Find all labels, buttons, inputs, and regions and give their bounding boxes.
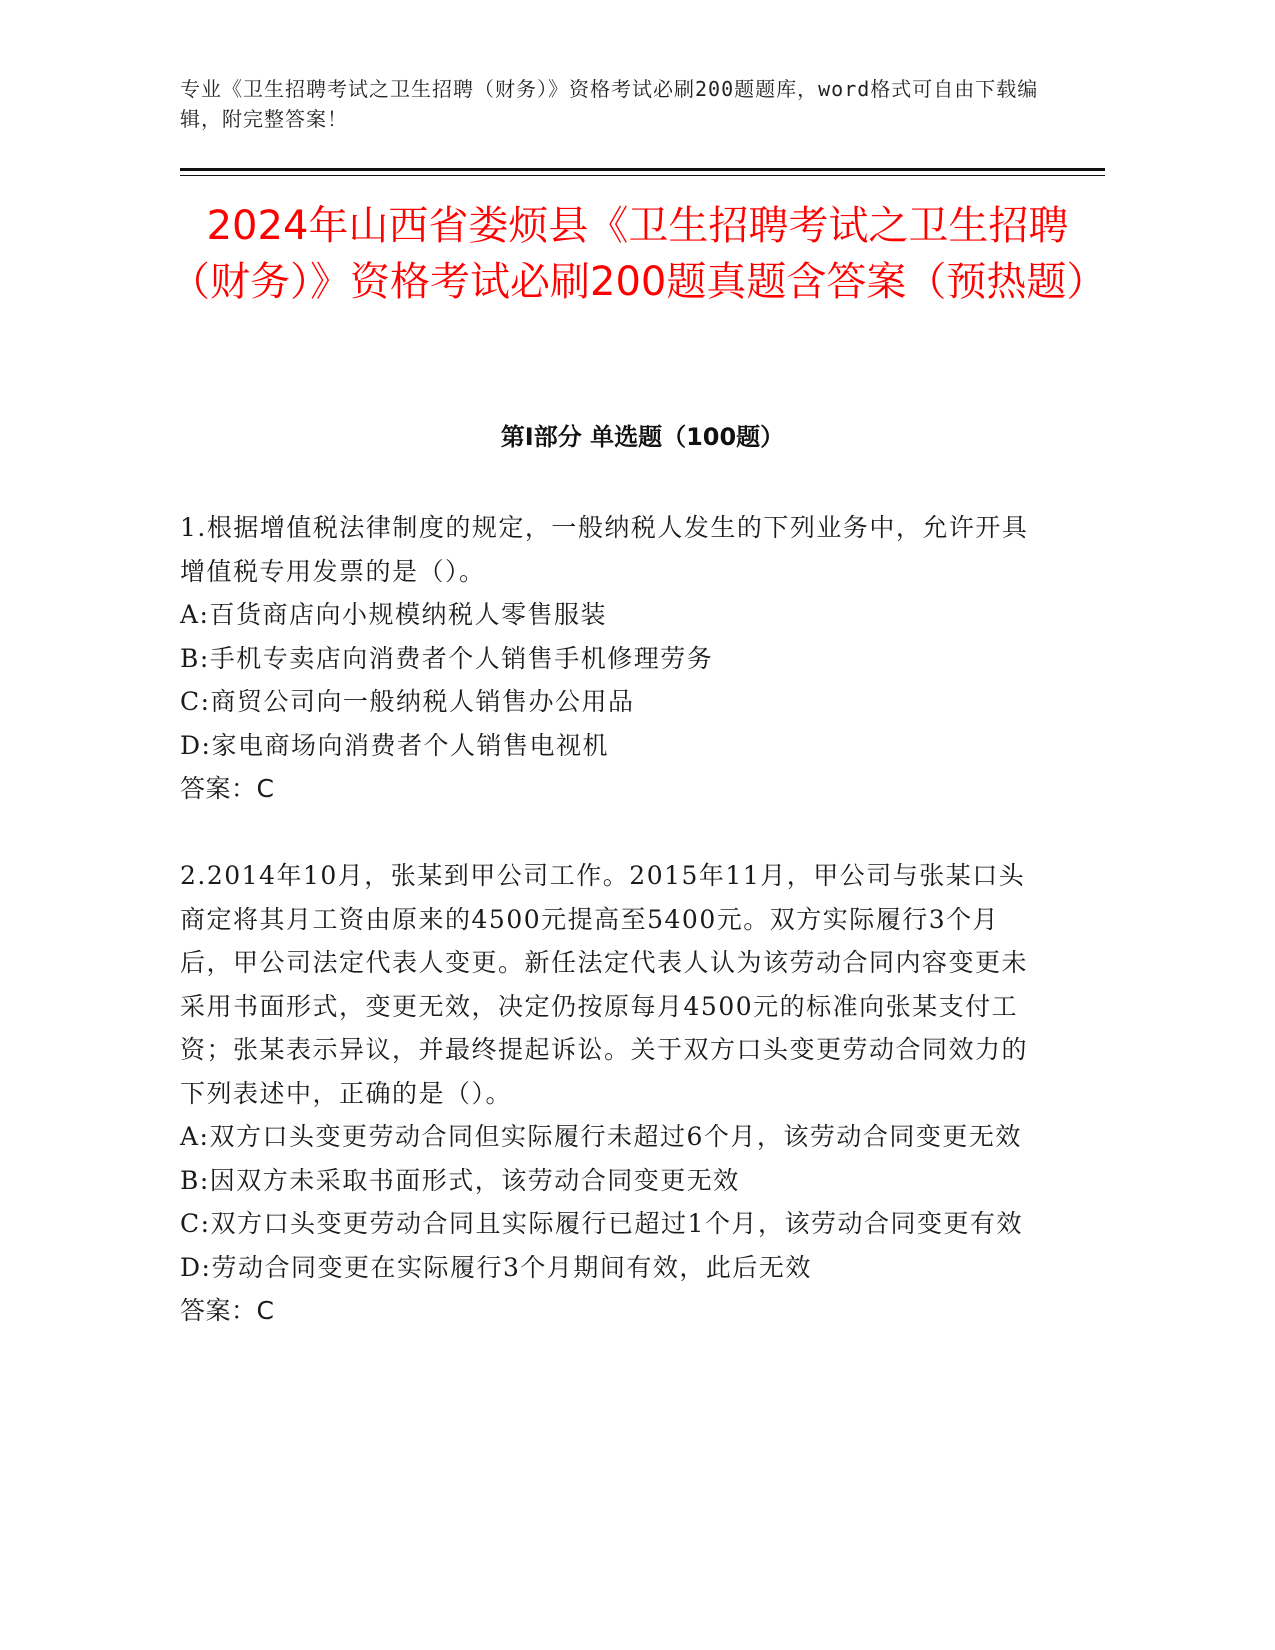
option-b: B:手机专卖店向消费者个人销售手机修理劳务: [180, 643, 714, 673]
question-2: [180, 854, 1030, 1333]
option-d: D:家电商场向消费者个人销售电视机: [180, 730, 609, 760]
section-heading: 第I部分 单选题（100题）: [500, 423, 785, 451]
header-divider-thick: [180, 168, 1105, 171]
option-d: D:劳动合同变更在实际履行3个月期间有效，此后无效: [180, 1252, 812, 1282]
option-c: C:商贸公司向一般纳税人销售办公用品: [180, 687, 635, 716]
option-a: A:百货商店向小规模纳税人零售服装: [180, 600, 607, 629]
answer-line: 答案：C: [180, 1296, 275, 1325]
question-list: [180, 506, 1030, 1333]
option-b: B:因双方未采取书面形式，该劳动合同变更无效: [180, 1165, 740, 1195]
option-a: A:双方口头变更劳动合同但实际履行未超过6个月，该劳动合同变更无效: [180, 1122, 1022, 1151]
document-title: 2024年山西省娄烦县《卫生招聘考试之卫生招聘（财务）》资格考试必刷200题真题含答案（预热题）: [170, 203, 1107, 305]
question-1: [180, 506, 1030, 811]
question-stem: 1.根据增值税法律制度的规定，一般纳税人发生的下列业务中，允许开具增值税专用发票的是（）。: [180, 513, 1029, 586]
header-divider-thin: [180, 175, 1105, 176]
answer-line: 答案：C: [180, 774, 275, 803]
option-c: C:双方口头变更劳动合同且实际履行已超过1个月，该劳动合同变更有效: [180, 1209, 1023, 1238]
question-stem: 2.2014年10月，张某到甲公司工作。2015年11月，甲公司与张某口头商定将其月工资由原来的4500元提高至5400元。双方实际履行3个月后，甲公司法定代表人变更。新任法定代表人认为该劳动合同内容变更未采用书面形式，变更无效，决定仍按原每月4500元的标准向张某支付工资；张某表示异议，并最终提起诉讼。关于双方口头变更劳动合同效力的下列表述中，正确的是（）。: [180, 861, 1029, 1108]
header-note: 专业《卫生招聘考试之卫生招聘（财务）》资格考试必刷200题题库，word格式可自由下载编辑，附完整答案！: [180, 77, 1039, 131]
